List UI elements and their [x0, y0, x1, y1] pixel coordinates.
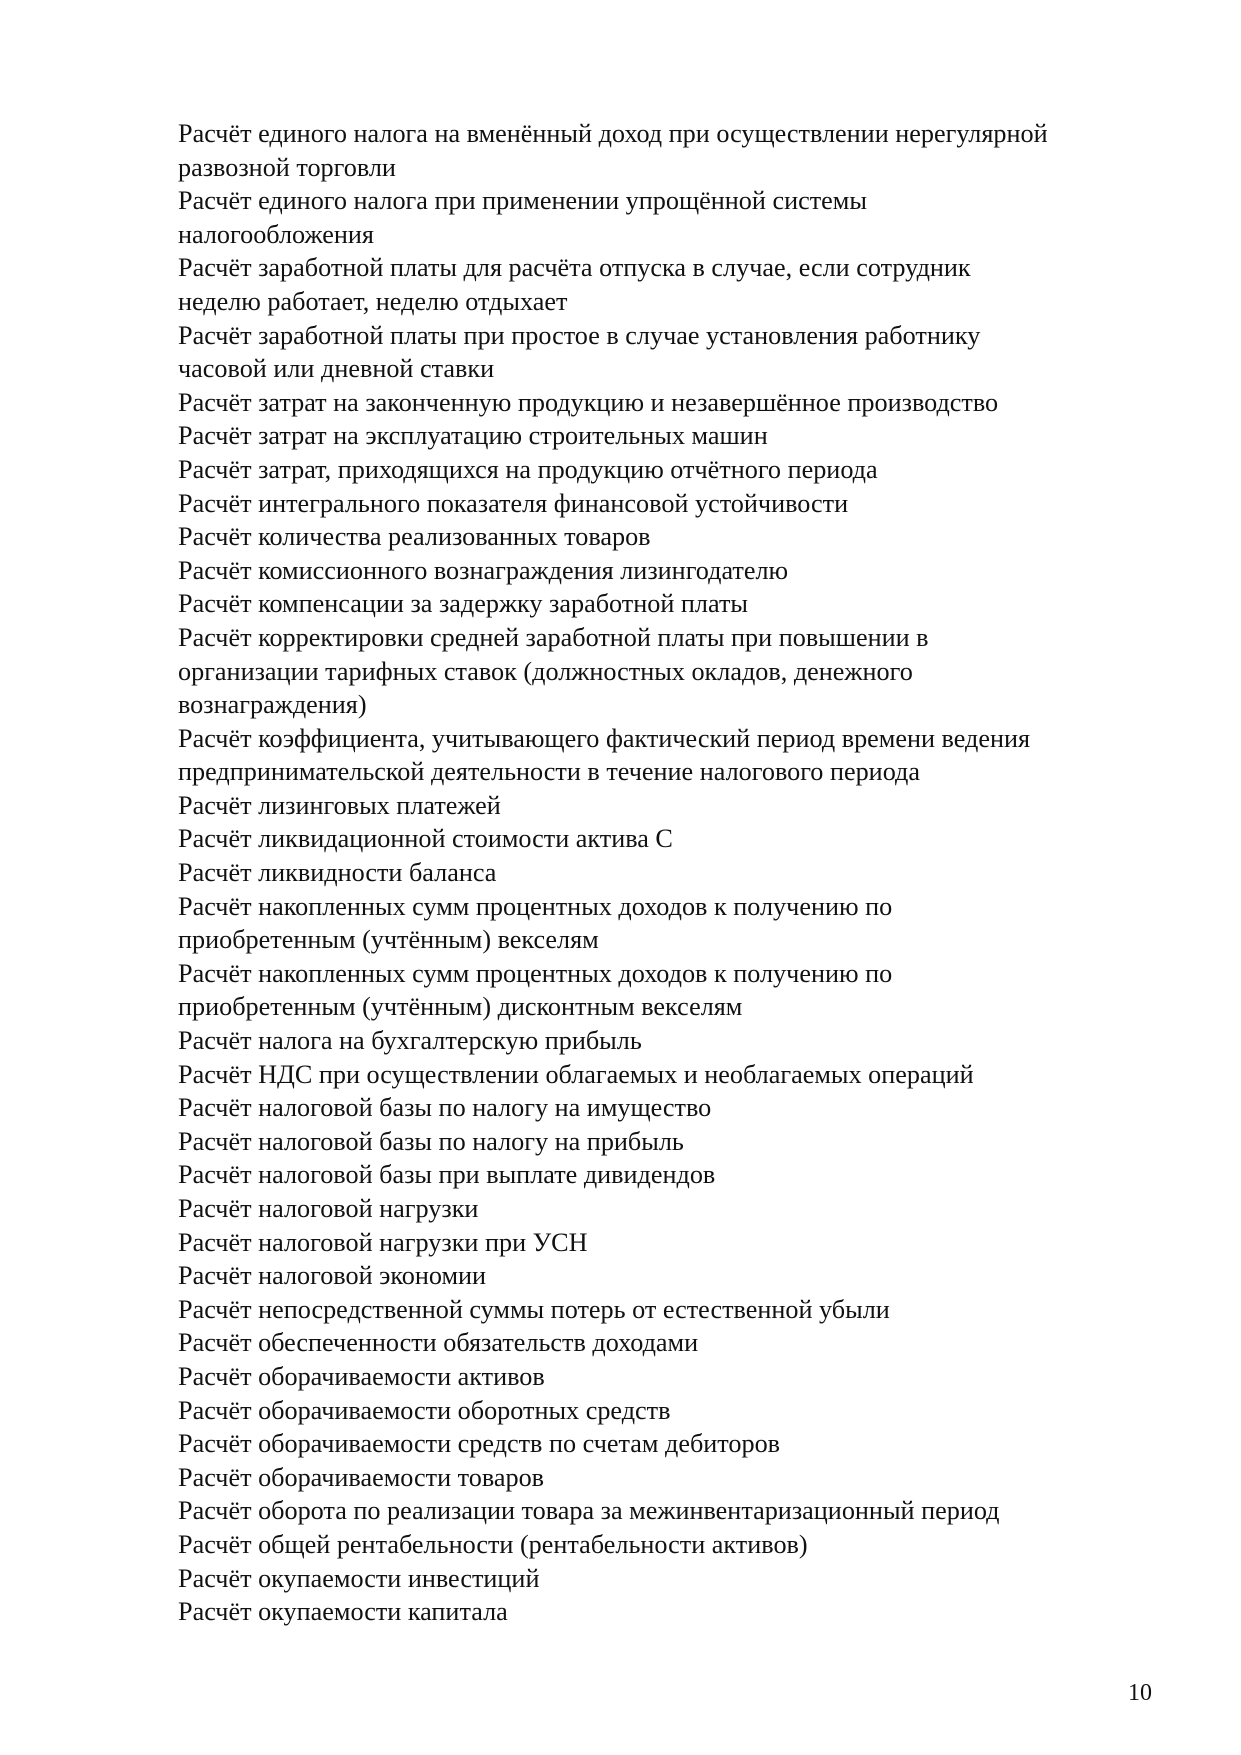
- list-item-line: приобретенным (учтённым) дисконтным векселям: [178, 992, 743, 1022]
- list-item-line: Расчёт налоговой базы по налогу на имущество: [178, 1093, 712, 1123]
- list-item-line: Расчёт заработной платы при простое в случае установления работнику: [178, 320, 981, 350]
- list-item-line: Расчёт общей рентабельности (рентабельности активов): [178, 1529, 808, 1559]
- list-item: [178, 1360, 1178, 1394]
- list-item-line: Расчёт корректировки средней заработной платы при повышении в: [178, 622, 929, 652]
- document-body: [178, 117, 1178, 1629]
- list-item: [178, 789, 1178, 823]
- list-item-line: Расчёт накопленных сумм процентных доходов к получению по: [178, 958, 893, 988]
- list-item-line: Расчёт заработной платы для расчёта отпуска в случае, если сотрудник: [178, 253, 971, 283]
- list-item: [178, 1494, 1178, 1528]
- list-item-line: налогообложения: [178, 219, 374, 249]
- list-item-line: Расчёт лизинговых платежей: [178, 790, 501, 820]
- list-item: [178, 722, 1178, 789]
- list-item-line: вознаграждения): [178, 690, 367, 720]
- list-item: [178, 1125, 1178, 1159]
- list-item-line: Расчёт оборачиваемости средств по счетам дебиторов: [178, 1429, 781, 1459]
- list-item-line: неделю работает, неделю отдыхает: [178, 286, 568, 316]
- list-item-line: Расчёт оборачиваемости оборотных средств: [178, 1395, 671, 1425]
- list-item-line: Расчёт окупаемости инвестиций: [178, 1563, 540, 1593]
- list-item-line: Расчёт затрат на законченную продукцию и незавершённое производство: [178, 387, 999, 417]
- list-item-line: Расчёт налоговой базы по налогу на прибыль: [178, 1126, 684, 1156]
- list-item-line: приобретенным (учтённым) векселям: [178, 925, 599, 955]
- list-item-line: Расчёт непосредственной суммы потерь от естественной убыли: [178, 1294, 890, 1324]
- list-item-line: Расчёт единого налога при применении упрощённой системы: [178, 186, 867, 216]
- list-item: [178, 1024, 1178, 1058]
- list-item: [178, 1461, 1178, 1495]
- list-item: [178, 554, 1178, 588]
- list-item: [178, 1091, 1178, 1125]
- list-item: [178, 822, 1178, 856]
- list-item: [178, 419, 1178, 453]
- list-item-line: Расчёт ликвидационной стоимости актива С: [178, 824, 673, 854]
- list-item-line: Расчёт налоговой экономии: [178, 1261, 487, 1291]
- list-item-line: Расчёт затрат на эксплуатацию строительных машин: [178, 421, 768, 451]
- list-item: [178, 1158, 1178, 1192]
- list-item-line: часовой или дневной ставки: [178, 354, 495, 384]
- list-item-line: Расчёт НДС при осуществлении облагаемых и необлагаемых операций: [178, 1059, 974, 1089]
- list-item: [178, 1326, 1178, 1360]
- list-item-line: Расчёт затрат, приходящихся на продукцию отчётного периода: [178, 454, 878, 484]
- list-item-line: Расчёт интегрального показателя финансовой устойчивости: [178, 488, 849, 518]
- list-item: [178, 1192, 1178, 1226]
- list-item: [178, 1226, 1178, 1260]
- list-item: [178, 1562, 1178, 1596]
- list-item: [178, 856, 1178, 890]
- list-item: [178, 251, 1178, 318]
- list-item: [178, 487, 1178, 521]
- list-item: [178, 1259, 1178, 1293]
- page-number: 10: [1128, 1680, 1152, 1706]
- list-item-line: развозной торговли: [178, 152, 396, 182]
- list-item-line: Расчёт налога на бухгалтерскую прибыль: [178, 1026, 642, 1056]
- list-item-line: Расчёт оборачиваемости активов: [178, 1361, 545, 1391]
- list-item: [178, 621, 1178, 722]
- list-item: [178, 319, 1178, 386]
- list-item-line: организации тарифных ставок (должностных окладов, денежного: [178, 656, 913, 686]
- list-item: [178, 520, 1178, 554]
- list-item-line: Расчёт коэффициента, учитывающего фактический период времени ведения: [178, 723, 1031, 753]
- list-item-line: Расчёт обеспеченности обязательств доходами: [178, 1328, 699, 1358]
- list-item-line: Расчёт окупаемости капитала: [178, 1597, 508, 1627]
- list-item-line: Расчёт налоговой нагрузки при УСН: [178, 1227, 588, 1257]
- list-item-line: Расчёт налоговой базы при выплате дивидендов: [178, 1160, 716, 1190]
- list-item: [178, 1058, 1178, 1092]
- list-item: [178, 1394, 1178, 1428]
- entry-list: [178, 117, 1178, 1629]
- list-item-line: Расчёт оборачиваемости товаров: [178, 1462, 545, 1492]
- list-item-line: Расчёт единого налога на вменённый доход при осуществлении нерегулярной: [178, 119, 1048, 148]
- list-item-line: Расчёт ликвидности баланса: [178, 858, 497, 888]
- list-item-line: предпринимательской деятельности в течение налогового периода: [178, 757, 920, 787]
- list-item: [178, 453, 1178, 487]
- list-item-line: Расчёт комиссионного вознаграждения лизингодателю: [178, 555, 789, 585]
- list-item: [178, 957, 1178, 1024]
- list-item: [178, 1427, 1178, 1461]
- list-item-line: Расчёт количества реализованных товаров: [178, 522, 651, 552]
- list-item: [178, 184, 1178, 251]
- list-item: [178, 587, 1178, 621]
- list-item-line: Расчёт налоговой нагрузки: [178, 1194, 479, 1223]
- list-item: [178, 890, 1178, 957]
- list-item: [178, 1528, 1178, 1562]
- list-item-line: Расчёт оборота по реализации товара за межинвентаризационный период: [178, 1496, 1000, 1526]
- list-item: [178, 1595, 1178, 1629]
- list-item: [178, 1293, 1178, 1327]
- list-item-line: Расчёт накопленных сумм процентных доходов к получению по: [178, 891, 893, 921]
- list-item: [178, 117, 1178, 184]
- list-item: [178, 386, 1178, 420]
- list-item-line: Расчёт компенсации за задержку заработной платы: [178, 589, 748, 619]
